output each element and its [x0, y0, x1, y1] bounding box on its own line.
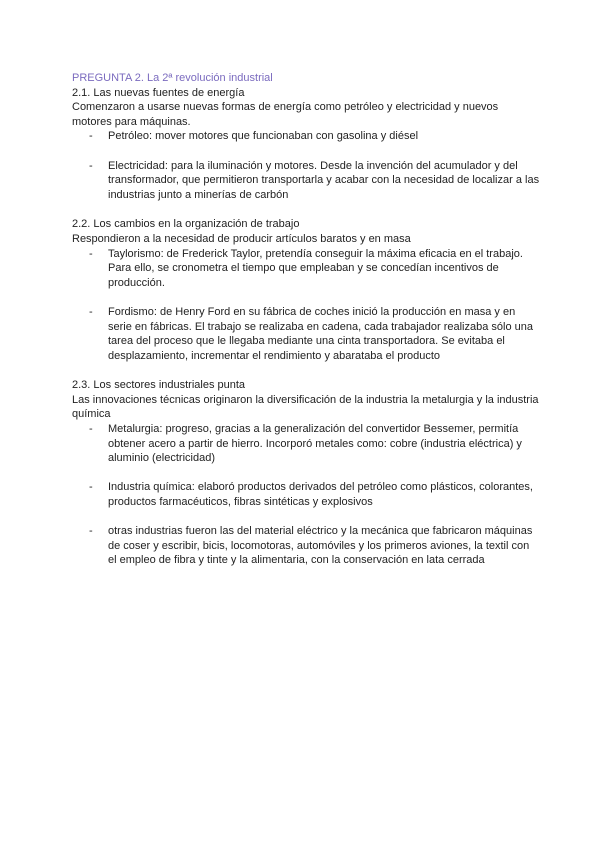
- document-title: PREGUNTA 2. La 2ª revolución industrial: [72, 72, 273, 84]
- dash-bullet: -: [89, 247, 93, 260]
- bullet-list: [72, 422, 540, 568]
- dash-bullet: -: [89, 159, 93, 172]
- section-heading: 2.1. Las nuevas fuentes de energía: [72, 86, 245, 99]
- dash-bullet: -: [89, 481, 93, 494]
- list-item: [72, 305, 540, 363]
- list-item: [72, 524, 540, 568]
- list-item-text: Taylorismo: de Frederick Taylor, pretendía conseguir la máxima eficacia en el trabajo. Para ello, se cronometra el tiempo que empleaban y se concedían incentivos de producción.: [108, 247, 523, 289]
- section-leading-sectors: [72, 378, 540, 568]
- list-item: [72, 422, 540, 466]
- section-intro: Las innovaciones técnicas originaron la diversificación de la industria la metalurgia y la industria química: [72, 393, 539, 421]
- list-item: [72, 247, 540, 291]
- dash-bullet: -: [89, 423, 93, 436]
- section-intro: Respondieron a la necesidad de producir artículos baratos y en masa: [72, 232, 411, 245]
- dash-bullet: -: [89, 305, 93, 318]
- list-item-text: Industria química: elaboró productos derivados del petróleo como plásticos, colorantes, productos farmacéuticos, fibras sintéticas y explosivos: [108, 481, 533, 509]
- section-energy-sources: [72, 86, 540, 203]
- dash-bullet: -: [89, 130, 93, 143]
- section-intro: Comenzaron a usarse nuevas formas de energía como petróleo y electricidad y nuevos motores para máquinas.: [72, 101, 499, 128]
- bullet-list: [72, 129, 540, 202]
- list-item: [72, 129, 540, 144]
- list-item-text: Petróleo: mover motores que funcionaban con gasolina y diésel: [108, 130, 419, 143]
- list-item-text: otras industrias fueron las del material eléctrico y la mecánica que fabricaron máquinas de coser y escribir, bicis, locomotoras, automóviles y los primeros aviones, la textil con el empleo de fibra y tinte y la alimentaria, con la conservación en lata cerrada: [108, 525, 533, 567]
- section-work-organization: [72, 217, 540, 363]
- section-heading: 2.2. Los cambios en la organización de trabajo: [72, 218, 300, 231]
- list-item: [72, 159, 540, 203]
- list-item-text: Fordismo: de Henry Ford en su fábrica de coches inició la producción en masa y en serie en fábricas. El trabajo se realizaba en cadena, cada trabajador realizaba sólo una tarea del proceso que le llegaba mediante una cinta transportadora. Se evitaba el desplazamiento, incrementar el rendimiento y abarataba el producto: [108, 305, 533, 362]
- list-item: [72, 480, 540, 509]
- dash-bullet: -: [89, 525, 93, 538]
- list-item-text: Electricidad: para la iluminación y motores. Desde la invención del acumulador y del transformador, que permitieron transportarla y acabar con la necesidad de localizar a las industrias junto a minerías de carbón: [108, 159, 540, 201]
- section-heading: 2.3. Los sectores industriales punta: [72, 379, 246, 392]
- bullet-list: [72, 247, 540, 364]
- list-item-text: Metalurgia: progreso, gracias a la generalización del convertidor Bessemer, permitía obtener acero a partir de hierro. Incorporó metales como: cobre (industria eléctrica) y aluminio (electricidad): [108, 423, 522, 465]
